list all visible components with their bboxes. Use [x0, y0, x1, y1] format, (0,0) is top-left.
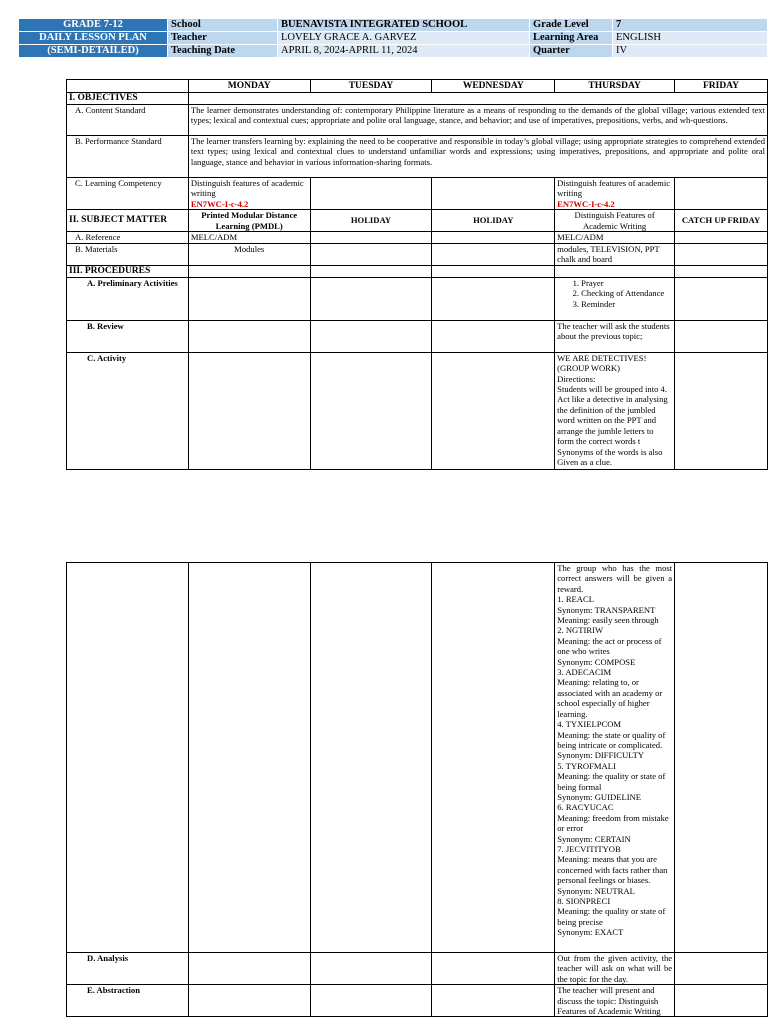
- procedures-heading: III. PROCEDURES: [67, 265, 189, 277]
- day-header-wednesday: WEDNESDAY: [432, 80, 555, 93]
- subject-thursday: Distinguish Features of Academic Writing: [555, 210, 675, 232]
- school-label: School: [168, 19, 278, 32]
- materials-thursday: modules, TELEVISION, PPT chalk and board: [555, 244, 675, 266]
- learning-competency-label: C. Learning Competency: [67, 178, 189, 210]
- teaching-date-label: Teaching Date: [168, 45, 278, 58]
- word-item: Meaning: the quality or state of being precise: [557, 906, 666, 927]
- teaching-date-value: APRIL 8, 2024-APRIL 11, 2024: [278, 45, 530, 58]
- review-text: The teacher will ask the students about the previous topic;: [555, 320, 675, 352]
- school-value: BUENAVISTA INTEGRATED SCHOOL: [278, 19, 530, 32]
- activity-text: [555, 352, 675, 469]
- content-standard-label: A. Content Standard: [67, 105, 189, 136]
- lesson-plan-table-continued: [66, 562, 768, 1017]
- activity-continued: The group who has the most correct answers will be given a reward.: [557, 563, 673, 594]
- word-item: Meaning: the state or quality of being intricate or complicated.: [557, 729, 666, 750]
- word-item: Synonym: CERTAIN: [557, 833, 631, 844]
- word-item: 6. RACYUCAC: [557, 802, 614, 813]
- activity-word-list: [555, 563, 675, 953]
- corner-cell: [67, 80, 189, 93]
- competency-monday: [188, 178, 310, 210]
- preliminary-item: 1. Prayer: [581, 278, 672, 288]
- grade-level-label: Grade Level: [530, 19, 613, 32]
- grade-level-value: 7: [613, 19, 768, 32]
- word-item: 5. TYROFMALI: [557, 760, 616, 771]
- word-item: Synonym: NEUTRAL: [557, 885, 635, 896]
- preliminary-activities-list: [555, 277, 675, 320]
- competency-thursday: [555, 178, 675, 210]
- header-title-line-2: DAILY LESSON PLAN: [19, 32, 168, 45]
- teacher-value: LOVELY GRACE A. GARVEZ: [278, 32, 530, 45]
- subject-tuesday: HOLIDAY: [310, 210, 432, 232]
- word-item: Synonym: EXACT: [557, 927, 624, 938]
- subject-friday: CATCH UP FRIDAY: [675, 210, 768, 232]
- reference-thursday: MELC/ADM: [555, 232, 675, 244]
- day-header-tuesday: TUESDAY: [310, 80, 432, 93]
- competency-thursday-code: EN7WC-I-c-4.2: [557, 198, 615, 209]
- activity-line: WE ARE DETECTIVES!: [557, 352, 647, 363]
- word-item: Meaning: freedom from mistake or error: [557, 812, 669, 834]
- subject-wednesday: HOLIDAY: [432, 210, 555, 232]
- review-label: B. Review: [67, 320, 189, 352]
- subject-monday: Printed Modular Distance Learning (PMDL): [188, 210, 310, 232]
- day-header-thursday: THURSDAY: [555, 80, 675, 93]
- competency-monday-code: EN7WC-I-c-4.2: [190, 198, 249, 209]
- preliminary-activities-label: A. Preliminary Activities: [67, 277, 189, 320]
- word-item: Synonym: GUIDELINE: [557, 791, 642, 802]
- performance-standard-label: B. Performance Standard: [67, 136, 189, 178]
- word-item: Synonym: TRANSPARENT: [557, 604, 656, 615]
- word-item: 1. REACL: [557, 594, 594, 605]
- word-item: Meaning: easily seen through: [557, 615, 659, 626]
- lesson-plan-table: [66, 79, 768, 470]
- day-header-monday: MONDAY: [188, 80, 310, 93]
- activity-line: Directions:: [557, 373, 596, 384]
- word-item: Meaning: the act or process of one who writes: [557, 635, 662, 657]
- reference-label: A. Reference: [67, 232, 189, 244]
- competency-thursday-text: Distinguish features of academic writing: [557, 178, 671, 199]
- word-item: 7. JECVITITYOB: [557, 843, 621, 854]
- preliminary-item: 2. Checking of Attendance: [581, 288, 672, 298]
- activity-line: Synonyms of the words is also Given as a clue.: [557, 446, 663, 467]
- header-title-line-3: (SEMI-DETAILED): [19, 45, 168, 58]
- learning-area-value: ENGLISH: [613, 32, 768, 45]
- objectives-heading: I. OBJECTIVES: [67, 93, 189, 105]
- analysis-text: Out from the given activity, the teacher will ask on what will be the topic for the day.: [555, 953, 675, 985]
- header-title-line-1: GRADE 7-12: [19, 19, 168, 32]
- materials-label: B. Materials: [67, 244, 189, 266]
- word-item: Meaning: the quality or state of being formal: [557, 771, 666, 792]
- word-item: Meaning: means that you are concerned with facts rather than personal feelings or biases.: [557, 854, 668, 886]
- day-header-friday: FRIDAY: [675, 80, 768, 93]
- abstraction-text: The teacher will present and discuss the topic: Distinguish Features of Academic Writing: [555, 985, 675, 1017]
- activity-line: (GROUP WORK): [557, 363, 620, 374]
- word-item: 8. SIONPRECI: [557, 896, 611, 906]
- content-standard-text: The learner demonstrates understanding of: contemporary Philippine literature as a means of responding to the demands of the global village; various extended text types; lexical and contextual cues; appropriate and polite oral language, stance, and behavior; and use of imperatives, prepositions, verbs, and wh-questions.: [188, 105, 767, 136]
- word-item: 3. ADECACIM: [557, 667, 612, 678]
- word-item: 2. NGTIRIW: [557, 625, 604, 636]
- materials-monday: Modules: [188, 244, 310, 266]
- abstraction-label: E. Abstraction: [67, 985, 189, 1017]
- word-item: Synonym: DIFFICULTY: [557, 750, 645, 761]
- subject-matter-heading: II. SUBJECT MATTER: [67, 210, 189, 232]
- analysis-label: D. Analysis: [67, 953, 189, 985]
- learning-area-label: Learning Area: [530, 32, 613, 45]
- lesson-plan-header: [18, 18, 768, 58]
- activity-label: C. Activity: [67, 352, 189, 469]
- competency-monday-text: Distinguish features of academic writing: [190, 178, 304, 199]
- quarter-value: IV: [613, 45, 768, 58]
- word-item: Meaning: relating to, or associated with an academy or school especially of higher learning.: [557, 677, 663, 719]
- performance-standard-text: The learner transfers learning by: explaining the need to be cooperative and responsible in today’s global village; using appropriate strategies to comprehend extended text types; using lexical and contextual clues to understand unfamiliar words and expressions; using imperatives, prepositions, and appropriate and polite oral language, stance and behavior in various information-sharing formats.: [188, 136, 767, 178]
- preliminary-item: 3. Reminder: [581, 299, 672, 309]
- quarter-label: Quarter: [530, 45, 613, 58]
- teacher-label: Teacher: [168, 32, 278, 45]
- reference-monday: MELC/ADM: [188, 232, 310, 244]
- word-item: 4. TYXIELPCOM: [557, 719, 622, 730]
- word-item: Synonym: COMPOSE: [557, 656, 636, 667]
- activity-line: Students will be grouped into 4. Act like a detective in analysing the definition of the jumbled word written on the PPT and arrange the jumble letters to form the correct words t: [557, 384, 668, 447]
